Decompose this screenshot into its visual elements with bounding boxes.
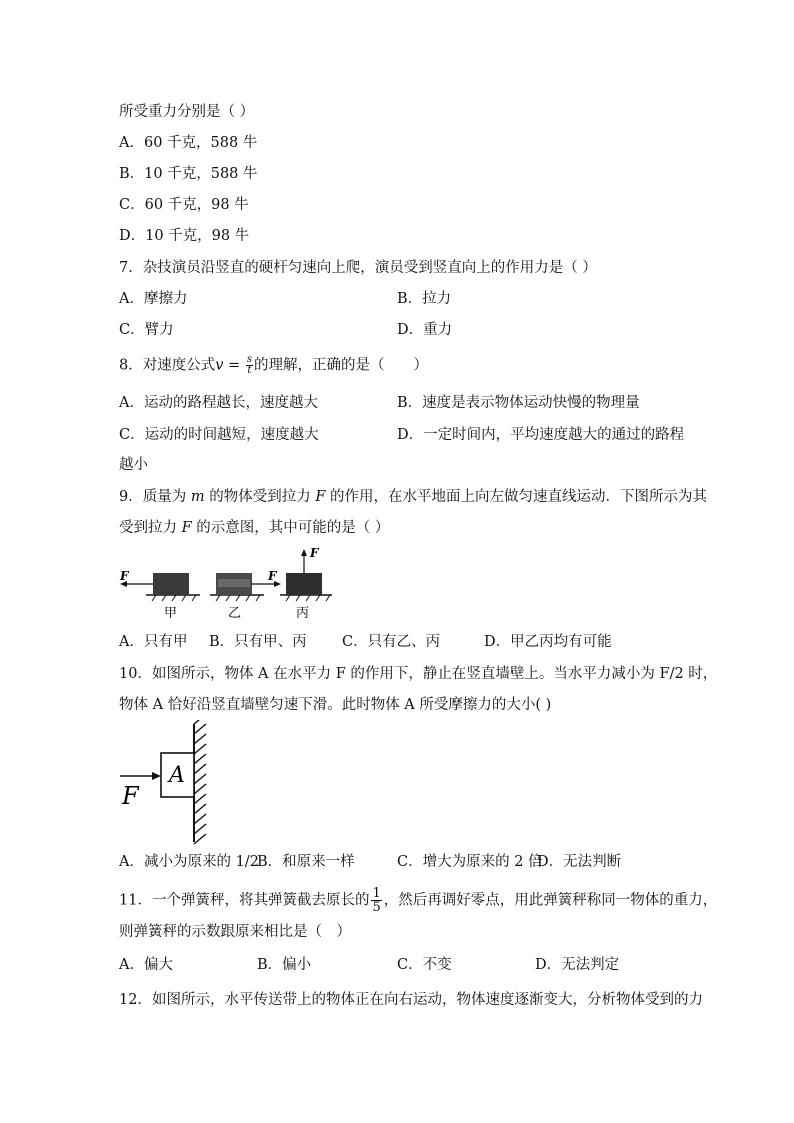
q10-option-a: A．减小为原来的 1/2 [119,854,259,870]
q7-option-a: A．摩擦力 [119,291,188,307]
q9-option-c: C．只有乙、丙 [342,634,441,650]
q6-stem: 所受重力分别是（ ） [119,104,255,120]
q9-stem-line2 [119,518,389,538]
q8-stem-post: 的理解，正确的是（ ） [253,357,428,374]
q6-option-d: D．10 千克，98 牛 [119,228,250,244]
q8-option-b: B．速度是表示物体运动快慢的物理量 [397,395,640,411]
q10-option-d: D．无法判断 [537,854,622,870]
q7-stem: 7．杂技演员沿竖直的硬杆匀速向上爬，演员受到竖直向上的作用力是（ ） [119,260,597,276]
q8-option-d: D．一定时间内，平均速度越大的通过的路程 [397,427,685,443]
q10-figure [116,720,216,845]
q9-stem-text: 的示意图，其中可能的是（ ） [191,520,390,536]
q10-stem-line1: 10．如图所示，物体 A 在水平力 F 的作用下，静止在竖直墙壁上。当水平力减小为 F/2 时， [119,666,718,682]
q11-fraction [371,887,381,914]
q11-stem-line1 [119,887,717,914]
q11-option-b: B．偏小 [257,957,312,973]
q7-option-c: C．臂力 [119,322,174,338]
q7-option-b: B．拉力 [397,291,452,307]
q9-label-yi: 乙 [228,606,242,621]
q8-option-d-wrap: 越小 [119,457,148,473]
q9-stem-text: 受到拉力 [119,520,182,536]
q8-formula-v: v [215,357,224,374]
q9-stem-m: m [190,489,205,505]
q8-stem [119,355,428,376]
q8-formula-fraction [246,355,253,376]
q11-option-d: D．无法判定 [535,957,620,973]
q9-stem-f: F [315,489,326,505]
q9-figure [118,545,338,625]
q8-stem-pre: 8．对速度公式 [119,357,216,374]
q9-option-b: B．只有甲、丙 [209,634,307,650]
q10-option-b: B．和原来一样 [257,854,355,870]
q9-label-jia: 甲 [164,606,178,621]
q11-stem-post: ，然后再调好零点，用此弹簧秤称同一物体的重力， [383,892,718,909]
q10-stem-line2: 物体 A 恰好沿竖直墙壁匀速下滑。此时物体 A 所受摩擦力的大小( ) [119,697,552,713]
q11-option-a: A．偏大 [119,957,173,973]
q10-block-label: A [169,763,185,788]
q9-force-label: F [268,569,277,583]
q6-option-c: C．60 千克，98 牛 [119,197,249,213]
q9-force-label: F [310,546,319,560]
q11-option-c: C．不变 [397,957,452,973]
q8-formula-eq: = [223,357,245,374]
q7-option-d: D．重力 [397,322,453,338]
q6-option-b: B．10 千克，588 牛 [119,166,258,182]
q8-formula-denominator: t [247,365,252,376]
q9-stem-text: 的作用，在水平地面上向左做匀速直线运动．下图所示为其 [325,489,707,505]
q9-stem-text: 的物体受到拉力 [204,489,316,505]
q9-figure-jia [119,569,200,621]
q6-option-a: A．60 千克，588 牛 [119,135,258,151]
q9-force-label: F [120,569,129,583]
q11-fraction-denominator: 5 [372,900,381,915]
q11-stem-line2: 则弹簧秤的示数跟原来相比是（ ） [119,924,351,940]
q11-fraction-numerator: 1 [372,886,381,901]
q9-option-a: A．只有甲 [119,634,188,650]
q9-stem-f: F [181,520,192,536]
q11-stem-pre: 11．一个弹簧秤，将其弹簧截去原长的 [119,892,370,909]
q9-label-bing: 丙 [296,606,310,621]
q8-option-c: C．运动的时间越短，速度越大 [119,427,319,443]
q8-option-a: A．运动的路程越长，速度越大 [119,395,318,411]
q9-figure-bing [280,546,332,621]
q10-force-label: F [122,782,139,810]
q10-option-c: C．增大为原来的 2 倍 [397,854,543,870]
q8-formula-numerator: s [246,354,252,365]
q9-stem-text: 9．质量为 [119,489,191,505]
q9-stem-line1 [119,487,707,507]
q9-figure-yi [210,569,281,621]
q10-wall-hatching [194,720,206,844]
q9-option-d: D．甲乙丙均有可能 [484,634,612,650]
q12-stem-line1: 12．如图所示，水平传送带上的物体正在向右运动，物体速度逐渐变大，分析物体受到的力 [119,992,703,1008]
